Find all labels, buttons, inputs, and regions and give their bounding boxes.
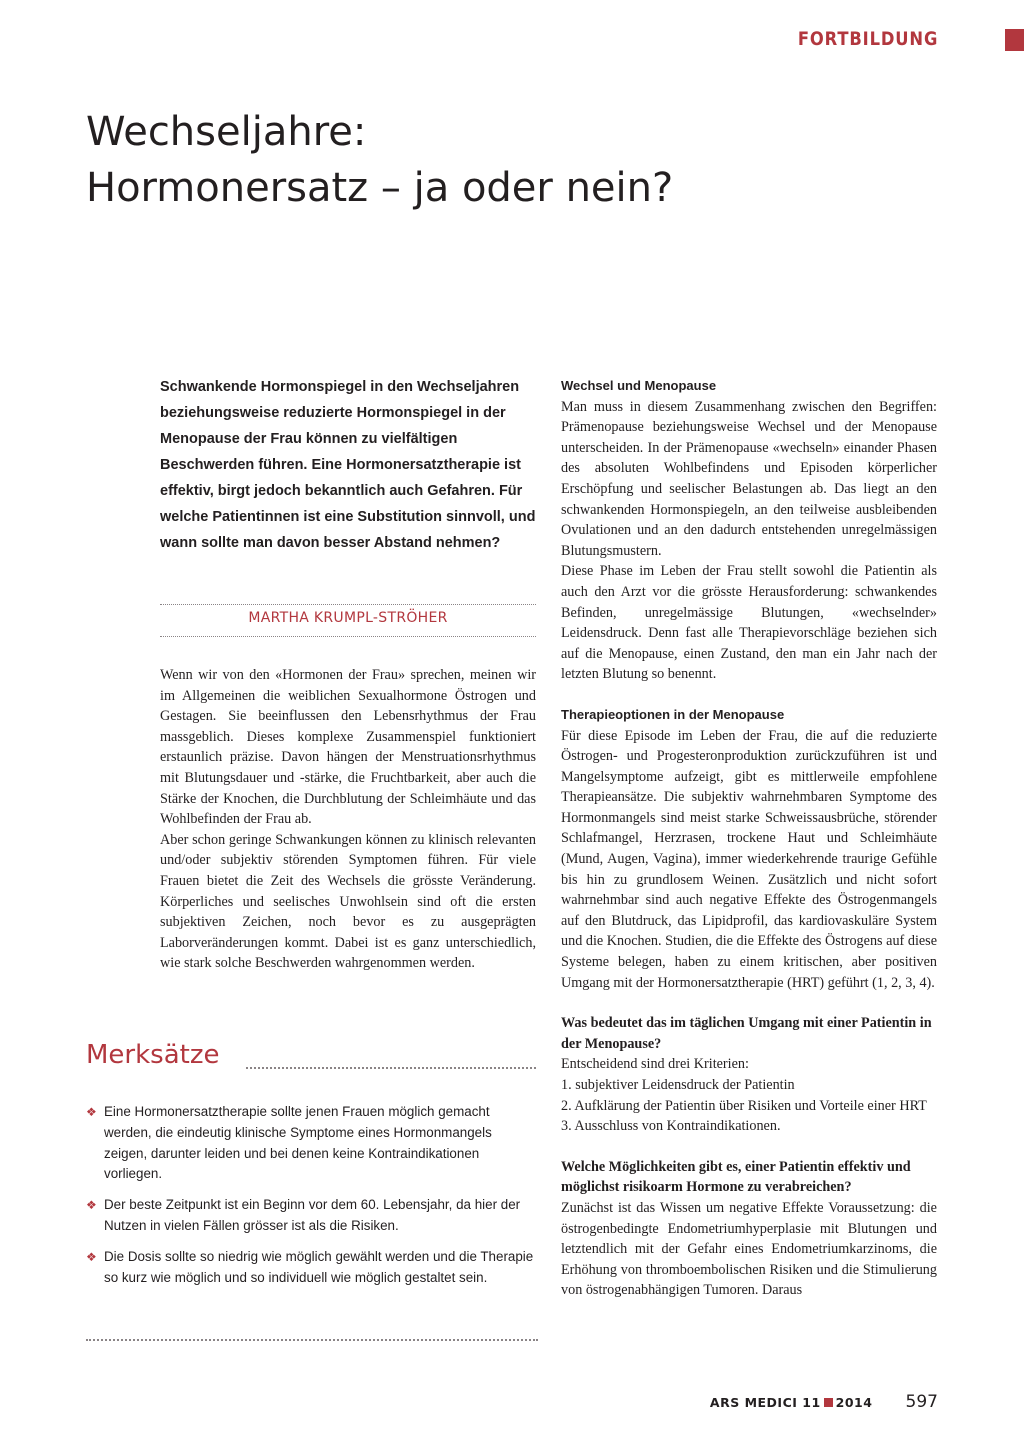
merksaetze-heading-dots <box>246 1067 536 1069</box>
page-footer <box>710 1392 938 1412</box>
body-paragraph: Man muss in diesem Zusammenhang zwischen den Begriffen: Prämenopause beziehungsweise Wechsel und der Menopause unterscheiden. In der Prämenopause «wechseln» einander Phasen des absoluten Wohlbefindens und Episoden körperlicher Erschöpfung und seelischer Belastungen ab. Das liegt an den schwankenden Hormonspiegeln, an den teilweise ausbleibenden Ovulationen und an den dadurch entstehenden unregelmässigen Blutungsmustern. <box>561 398 937 559</box>
author-divider-bottom <box>160 636 536 637</box>
body-paragraph: Aber schon geringe Schwankungen können zu klinisch relevanten und/oder subjektiv störenden Symptomen führen. Für viele Frauen bietet die Zeit des Wechsels die grösste Veränderung. Körperliches und seelisches Unwohlsein sind oft die ersten subjektiven Zeichen, noch bevor es zu ausgeprägten Laborveränderungen kommt. Dabei ist es ganz unterschiedlich, wie stark solche Beschwerden wahrgenommen werden. <box>160 831 536 972</box>
list-item-text: Eine Hormonersatztherapie sollte jenen Frauen möglich gemacht werden, die eindeutig klinische Symptome eines Hormonmangels zeigen, darunter leiden und bei denen keine Kontraindikationen vorliegen. <box>104 1104 492 1182</box>
merksaetze-heading: Merksätze <box>86 1040 220 1070</box>
body-paragraph: Entscheidend sind drei Kriterien: <box>561 1056 749 1073</box>
lead-paragraph: Schwankende Hormonspiegel in den Wechseljahren beziehungsweise reduzierte Hormonspiegel in der Menopause der Frau können zu vielfältigen Beschwerden führen. Eine Hormonersatztherapie ist effektiv, birgt jedoch bekanntlich auch Gefahren. Für welche Patientinnen ist eine Substitution sinnvoll, und wann sollte man davon besser Abstand nehmen? <box>160 379 536 551</box>
criteria-item: 1. subjektiver Leidensdruck der Patientin <box>561 1077 795 1093</box>
author-divider-top <box>160 604 536 605</box>
subheading: Therapieoptionen in der Menopause <box>561 706 785 722</box>
list-item <box>86 1195 538 1237</box>
list-item <box>86 1247 538 1289</box>
footer-square-icon <box>824 1398 833 1407</box>
question-heading: Welche Möglichkeiten gibt es, einer Patientin effektiv und möglichst risikoarm Hormone zu verabreichen? <box>561 1158 911 1196</box>
journal-year: 2014 <box>835 1395 873 1410</box>
body-paragraph: Diese Phase im Leben der Frau stellt sowohl die Patientin als auch den Arzt vor die grösste Herausforderung: schwankendes Befinden, unregelmässige Blutungen, «wechselnder» Leidensdruck. Denn fast alle Therapievorschläge beziehen sich auf die Menopause, einen Zustand, den man ein Jahr nach der letzten Blutung so benennt. <box>561 563 937 683</box>
diamond-bullet-icon: ❖ <box>86 1198 97 1213</box>
body-paragraph: Für diese Episode im Leben der Frau, die auf die reduzierte Östrogen- und Progesteronproduktion zurückzuführen ist und Mangelsymptome aufzeigt, gibt es mittlerweile empfohlene Therapieansätze. Die subjektiv wahrnehmbaren Symptome des Hormonmangels sind meist starke Schweissausbrüche, störender Schlafmangel, Herzrasen, trockene Haut und Schleimhäute (Mund, Augen, Vagina), immer wiederkehrende traurige Gefühle bis hin zu grundlosem Weinen. Zusätzlich und nicht sofort wahrnehmbar sind auch negative Effekte des Östrogenmangels auf den Blutdruck, das Lipidprofil, das kardiovaskuläre System und die Knochen. Studien, die die Effekte des Östrogens auf diese Systeme belegen, haben zu einem kritischen, aber positiven Umgang mit der Hormonersatztherapie (HRT) geführt (1, 2, 3, 4). <box>561 727 937 991</box>
criteria-item: 2. Aufklärung der Patientin über Risiken und Vorteile einer HRT <box>561 1097 927 1114</box>
list-item <box>86 1102 538 1185</box>
journal-name: ARS MEDICI 11 <box>709 1395 821 1410</box>
right-column <box>561 376 937 1301</box>
diamond-bullet-icon: ❖ <box>86 1105 97 1119</box>
section-label: FORTBILDUNG <box>797 28 938 50</box>
merksaetze-divider <box>86 1339 538 1341</box>
list-item-text: Der beste Zeitpunkt ist ein Beginn vor dem 60. Lebensjahr, da hier der Nutzen in vielen Fällen grösser ist als die Risiken. <box>104 1197 521 1233</box>
left-column <box>160 665 536 974</box>
question-heading: Was bedeutet das im täglichen Umgang mit einer Patientin in der Menopause? <box>561 1015 932 1052</box>
body-paragraph: Wenn wir von den «Hormonen der Frau» sprechen, meinen wir im Allgemeinen die weiblichen Sexualhormone Östrogen und Gestagen. Sie beeinflussen den Lebensrhythmus der Frau massgeblich. Dieses komplexe Zusammenspiel funktioniert erstaunlich präzise. Davon hängen der Menstruationsrhythmus mit Blutungsdauer und -stärke, die Fruchtbarkeit, aber auch die Stärke der Knochen, die Durchblutung der Schleimhäute und das Wohlbefinden der Frau ab. <box>160 667 536 828</box>
body-paragraph: Zunächst ist das Wissen um negative Effekte Voraussetzung: die östrogenbedingte Endometriumhyperplasie mit Blutungen und letztendlich mit der Gefahr eines Endometriumkarzinoms, die Erhöhung von thromboembolischen Risiken und die Stimulierung von östrogenabhängigen Tumoren. Daraus <box>561 1199 937 1299</box>
criteria-list <box>561 1075 937 1137</box>
criteria-item: 3. Ausschluss von Kontraindikationen. <box>561 1118 781 1135</box>
diamond-bullet-icon: ❖ <box>86 1249 97 1264</box>
merksaetze-list <box>86 1102 538 1298</box>
list-item-text: Die Dosis sollte so niedrig wie möglich gewählt werden und die Therapie so kurz wie möglich und so individuell wie möglich gestaltet sein. <box>104 1248 534 1285</box>
section-marker <box>1005 29 1024 51</box>
article-title <box>86 104 673 216</box>
author-name: MARTHA KRUMPL-STRÖHER <box>248 610 448 626</box>
page-number: 597 <box>905 1392 938 1412</box>
title-line-2: Hormonersatz – ja oder nein? <box>86 165 674 211</box>
title-line-1: Wechseljahre: <box>86 109 367 155</box>
subheading: Wechsel und Menopause <box>561 378 717 393</box>
